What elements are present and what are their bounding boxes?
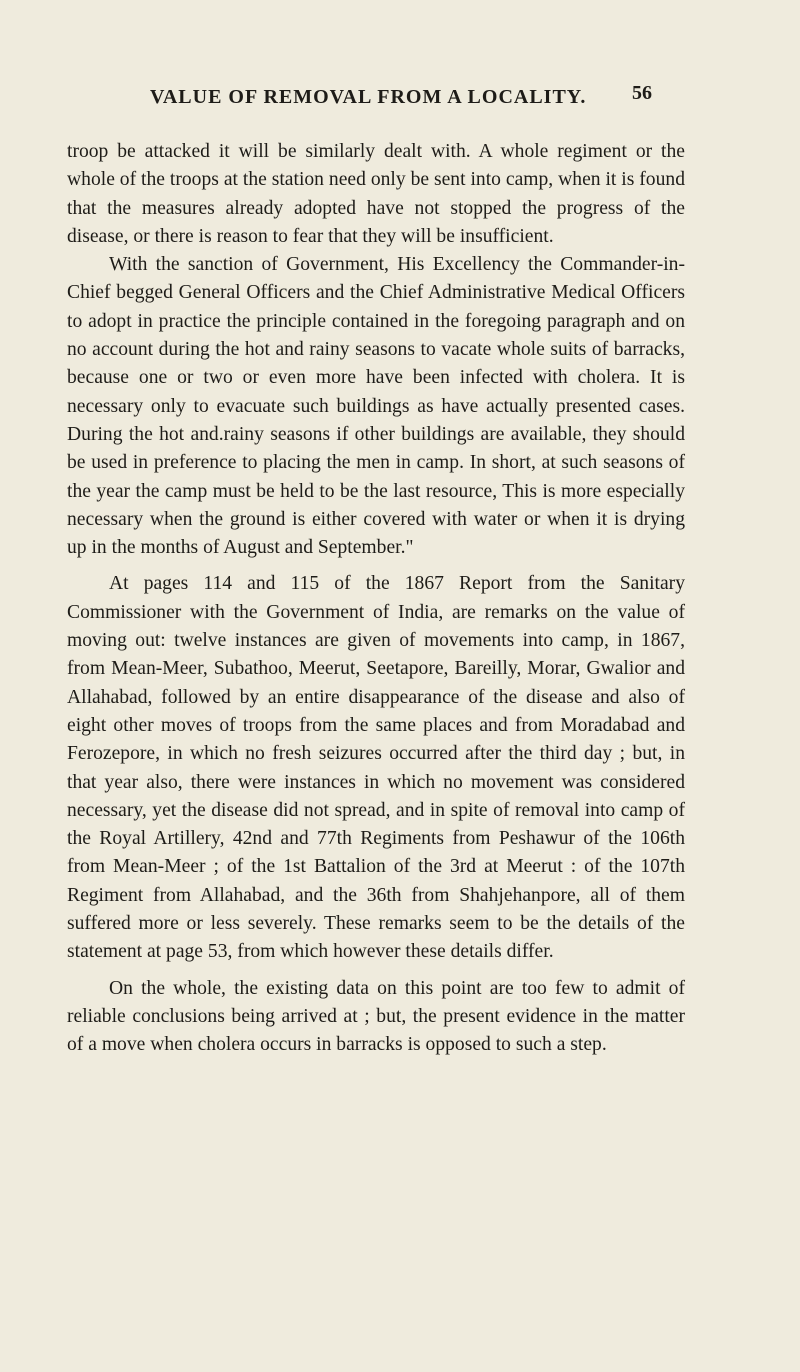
page-number: 56 — [632, 82, 652, 104]
paragraph-quote: With the sanction of Government, His Excellency the Commander-in-Chief begged General Officers and the Chief Administrative Medical Officers to adopt in practice the principle contained in the foregoing paragraph and on no account during the hot and rainy seasons to vacate whole suits of barracks, because one or two or even more have been infected with cholera. It is necessary only to evacuate such buildings as have actually presented cases. During the hot and.rainy seasons if other buildings are available, they should be used in preference to placing the men in camp. In short, at such seasons of the year the camp must be held to be the last resource, This is more especially necessary when the ground is either covered with water or when it is drying up in the months of August and September." — [67, 254, 685, 559]
body-text — [67, 138, 685, 1060]
paragraph-conclusion: On the whole, the existing data on this point are too few to admit of reliable conclusions being arrived at ; but, the present evidence in the matter of a move when cholera occurs in barracks is opposed to such a step. — [67, 977, 685, 1056]
paragraph-report: At pages 114 and 115 of the 1867 Report from the Sanitary Commissioner with the Government of India, are remarks on the value of moving out: twelve instances are given of movements into camp, in 1867, from Mean-Meer, Subathoo, Meerut, Seetapore, Bareilly, Morar, Gwalior and Allahabad, followed by an entire disappearance of the disease and also of eight other moves of troops from the same places and from Moradabad and Ferozepore, in which no fresh seizures occurred after the third day ; but, in that year also, there were instances in which no movement was considered necessary, yet the disease did not spread, and in spite of removal into camp of the Royal Artillery, 42nd and 77th Regiments from Peshawur of the 106th from Mean-Meer ; of the 1st Battalion of the 3rd at Meerut : of the 107th Regiment from Allahabad, and the 36th from Shahjehanpore, all of them suffered more or less severely. These remarks seem to be the details of the statement at page 53, from which however these details differ. — [67, 573, 685, 963]
paragraph-continuation: troop be attacked it will be similarly dealt with. A whole regiment or the whole of the troops at the station need only be sent into camp, when it is found that the measures already adopted have not stopped the progress of the disease, or there is reason to fear that they will be insufficient. — [67, 141, 685, 247]
running-header — [0, 82, 800, 116]
running-title: VALUE OF REMOVAL FROM A LOCALITY. — [150, 86, 587, 108]
